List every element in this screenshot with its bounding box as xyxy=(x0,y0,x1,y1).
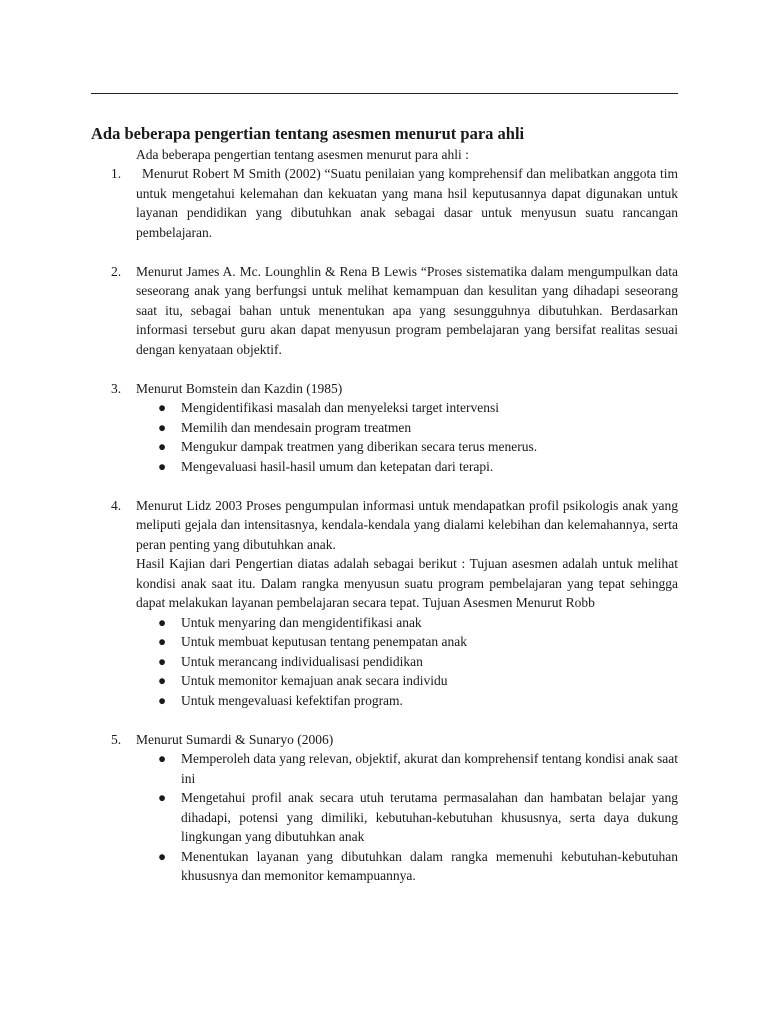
bullet-icon: ● xyxy=(158,692,167,708)
bullet-icon: ● xyxy=(158,400,167,415)
bullet-icon: ● xyxy=(158,419,167,435)
bullet-text: Untuk merancang individualisasi pendidikan xyxy=(181,653,423,669)
definitions-list xyxy=(111,164,678,905)
bullet-item xyxy=(136,652,678,672)
bullet-item xyxy=(136,788,678,847)
bullet-item xyxy=(136,691,678,711)
header-rule xyxy=(91,93,678,94)
list-item-text: Menurut Sumardi & Sunaryo (2006) xyxy=(136,731,334,747)
list-number: 5. xyxy=(111,731,122,747)
list-item-text: Menurut Lidz 2003 Proses pengumpulan informasi untuk mendapatkan profil psikologis anak yang meliputi gejala dan intensitasnya, kendala-kendala yang dialami kelebihan dan kelemahannya, serta peran penting yang dibutuhkan anak. xyxy=(136,497,678,552)
list-number: 3. xyxy=(111,380,122,396)
list-item xyxy=(111,262,678,360)
bullet-item xyxy=(136,632,678,652)
list-item xyxy=(111,164,678,242)
bullet-icon: ● xyxy=(158,790,167,805)
bullet-text: Menentukan layanan yang dibutuhkan dalam rangka memenuhi kebutuhan-kebutuhan khususnya dan memonitor kemampuannya. xyxy=(181,848,678,883)
list-item-text-continued: Hasil Kajian dari Pengertian diatas adalah sebagai berikut : Tujuan asesmen adalah untuk melihat kondisi anak saat itu. Dalam rangka menyusun suatu program pembelajaran yang tepat sehingga dapat melakukan layanan pembelajaran secara tepat. Tujuan Asesmen Menurut Robb xyxy=(136,556,678,610)
bullet-list xyxy=(136,613,678,711)
bullet-icon: ● xyxy=(158,653,167,669)
bullet-icon: ● xyxy=(158,439,167,454)
bullet-text: Mengukur dampak treatmen yang diberikan secara terus menerus. xyxy=(181,439,538,454)
bullet-text: Memilih dan mendesain program treatmen xyxy=(181,419,412,435)
bullet-icon: ● xyxy=(158,751,167,766)
list-item-text: Menurut James A. Mc. Lounghlin & Rena B Lewis “Proses sistematika dalam mengumpulkan data seseorang anak yang berfungsi untuk melihat kemampuan dan kesulitan yang dihadapi seseorang saat itu, sebagai bahan untuk menentukan apa yang sesungguhnya dibutuhkan. Berdasarkan informasi tersebut guru akan dapat menyusun program pembelajaran yang bersifat realitas sesuai dengan kenyataan objektif. xyxy=(136,263,678,357)
bullet-item xyxy=(136,847,678,886)
bullet-item xyxy=(136,418,678,438)
bullet-icon: ● xyxy=(158,458,167,474)
bullet-item xyxy=(136,613,678,633)
bullet-item xyxy=(136,437,678,457)
intro-text: Ada beberapa pengertian tentang asesmen menurut para ahli : xyxy=(136,147,469,162)
bullet-icon: ● xyxy=(158,614,167,630)
list-item-text: Menurut Bomstein dan Kazdin (1985) xyxy=(136,380,343,396)
bullet-item xyxy=(136,671,678,691)
document-heading: Ada beberapa pengertian tentang asesmen menurut para ahli xyxy=(91,124,525,143)
list-item xyxy=(111,496,678,711)
bullet-text: Untuk membuat keputusan tentang penempatan anak xyxy=(181,634,468,649)
bullet-text: Mengevaluasi hasil-hasil umum dan ketepatan dari terapi. xyxy=(181,458,494,474)
bullet-item xyxy=(136,749,678,788)
bullet-icon: ● xyxy=(158,634,167,649)
bullet-text: Untuk mengevaluasi kefektifan program. xyxy=(181,692,403,708)
bullet-text: Untuk menyaring dan mengidentifikasi anak xyxy=(181,614,422,630)
list-number: 1. xyxy=(111,166,122,181)
bullet-text: Mengetahui profil anak secara utuh terutama permasalahan dan hambatan belajar yang dihadapi, potensi yang dimiliki, kebutuhan-kebutuhan khususnya, serta daya dukung lingkungan yang dibutuhkan anak xyxy=(181,790,678,844)
list-item xyxy=(111,730,678,886)
list-item xyxy=(111,379,678,477)
bullet-list xyxy=(136,398,678,476)
bullet-icon: ● xyxy=(158,673,167,688)
bullet-list xyxy=(136,749,678,886)
list-number: 2. xyxy=(111,263,122,279)
bullet-item xyxy=(136,398,678,418)
bullet-text: Memperoleh data yang relevan, objektif, akurat dan komprehensif tentang kondisi anak saat ini xyxy=(181,751,678,786)
list-number: 4. xyxy=(111,497,122,513)
bullet-icon: ● xyxy=(158,848,167,864)
bullet-item xyxy=(136,457,678,477)
list-item-text: Menurut Robert M Smith (2002) “Suatu penilaian yang komprehensif dan melibatkan anggota tim untuk mengetahui kelemahan dan kekuatan yang mana hsil keputusannya dapat digunakan untuk layanan pendidikan yang dibutuhkan anak sebagai dasar untuk menyusun suatu rancangan pembelajaran. xyxy=(136,166,678,240)
bullet-text: Untuk memonitor kemajuan anak secara individu xyxy=(181,673,448,688)
bullet-text: Mengidentifikasi masalah dan menyeleksi target intervensi xyxy=(181,400,500,415)
